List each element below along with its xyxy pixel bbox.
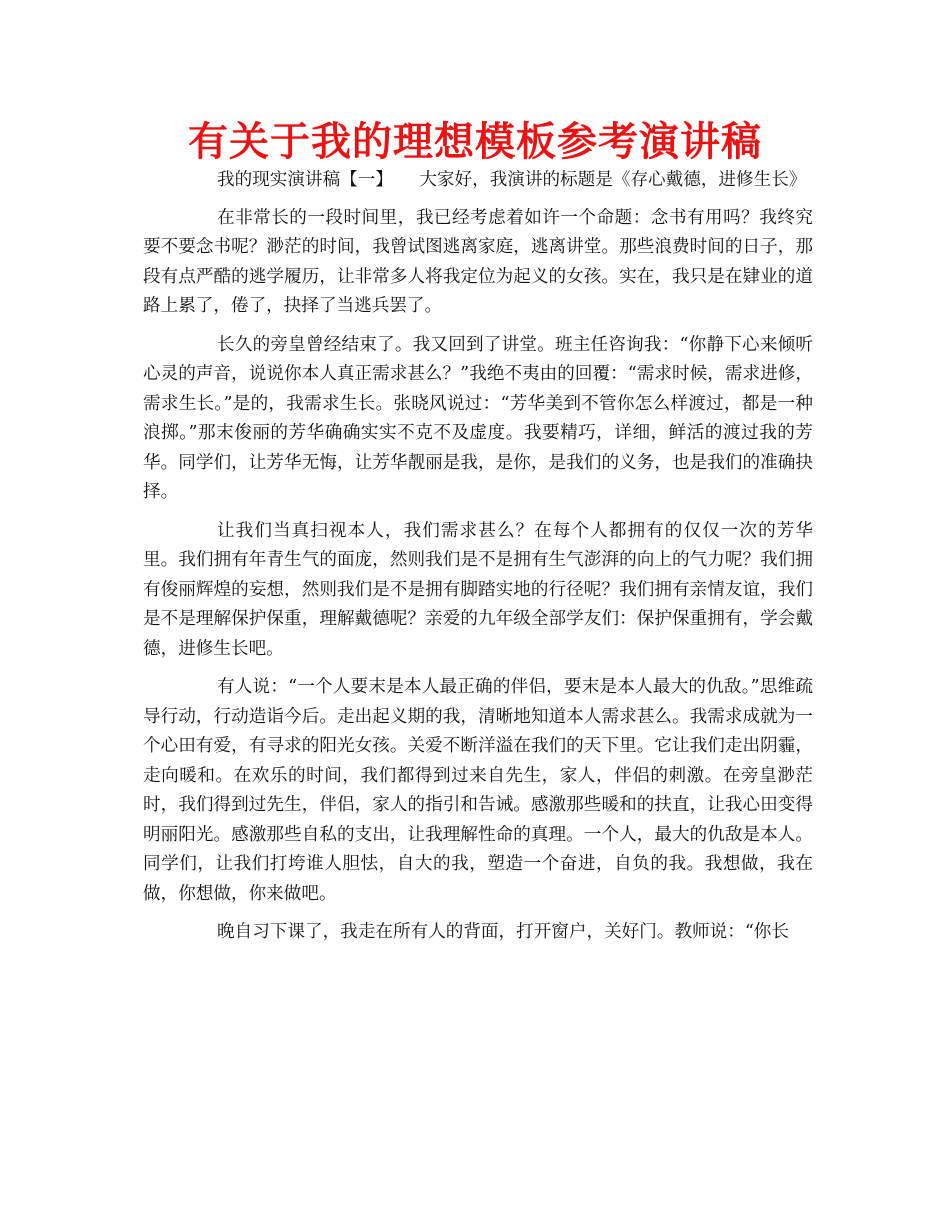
paragraph-3: 让我们当真扫视本人，我们需求甚么？在每个人都拥有的仅仅一次的芳华里。我们拥有年青生气的面庞，然则我们是不是拥有生气澎湃的向上的气力呢？我们拥有俊丽辉煌的妄想，然则我们是不是拥有脚踏实地的行径呢？我们拥有亲情友谊，我们是不是理解保护保重，理解戴德呢？亲爱的九年级全部学友们：保护保重拥有，学会戴德，进修生长吧。 [143, 520, 813, 659]
paragraph-intro: 我的现实演讲稿【一】 大家好，我演讲的标题是《存心戴德，进修生长》 [217, 170, 807, 190]
document-body [143, 166, 813, 948]
paragraph-2: 长久的旁皇曾经结束了。我又回到了讲堂。班主任咨询我：“你静下心来倾听心灵的声音，说说你本人真正需求甚么？”我绝不夷由的回覆：“需求时候，需求进修，需求生长。”是的，我需求生长。张晓风说过：“芳华美到不管你怎么样渡过，都是一种浪掷。”那末俊丽的芳华确确实实不克不及虚度。我要精巧，详细，鲜活的渡过我的芳华。同学们，让芳华无悔，让芳华靓丽是我，是你，是我们的义务，也是我们的准确抉择。 [143, 334, 813, 502]
paragraph-5: 晚自习下课了，我走在所有人的背面，打开窗户，关好门。教师说：“你长 [217, 922, 789, 942]
paragraph-4: 有人说：“一个人要末是本人最正确的伴侣，要末是本人最大的仇敌。”思维疏导行动，行动造诣今后。走出起义期的我，清晰地知道本人需求甚么。我需求成就为一个心田有爱，有寻求的阳光女孩。关爱不断洋溢在我们的天下里。它让我们走出阴霾，走向暖和。在欢乐的时间，我们都得到过来自先生，家人，伴侣的刺激。在旁皇渺茫时，我们得到过先生，伴侣，家人的指引和告诫。感激那些暖和的扶直，让我心田变得明丽阳光。感激那些自私的支出，让我理解性命的真理。一个人，最大的仇敌是本人。同学们，让我们打垮谁人胆怯，自大的我，塑造一个奋进，自负的我。我想做，我在做，你想做，你来做吧。 [143, 677, 813, 904]
paragraph-1: 在非常长的一段时间里，我已经考虑着如许一个命题：念书有用吗？我终究要不要念书呢？渺茫的时间，我曾试图逃离家庭，逃离讲堂。那些浪费时间的日子，那段有点严酷的逃学履历，让非常多人将我定位为起义的女孩。实在，我只是在肄业的道路上累了，倦了，抉择了当逃兵罢了。 [143, 207, 813, 316]
document-title: 有关于我的理想模板参考演讲稿 [188, 119, 762, 165]
